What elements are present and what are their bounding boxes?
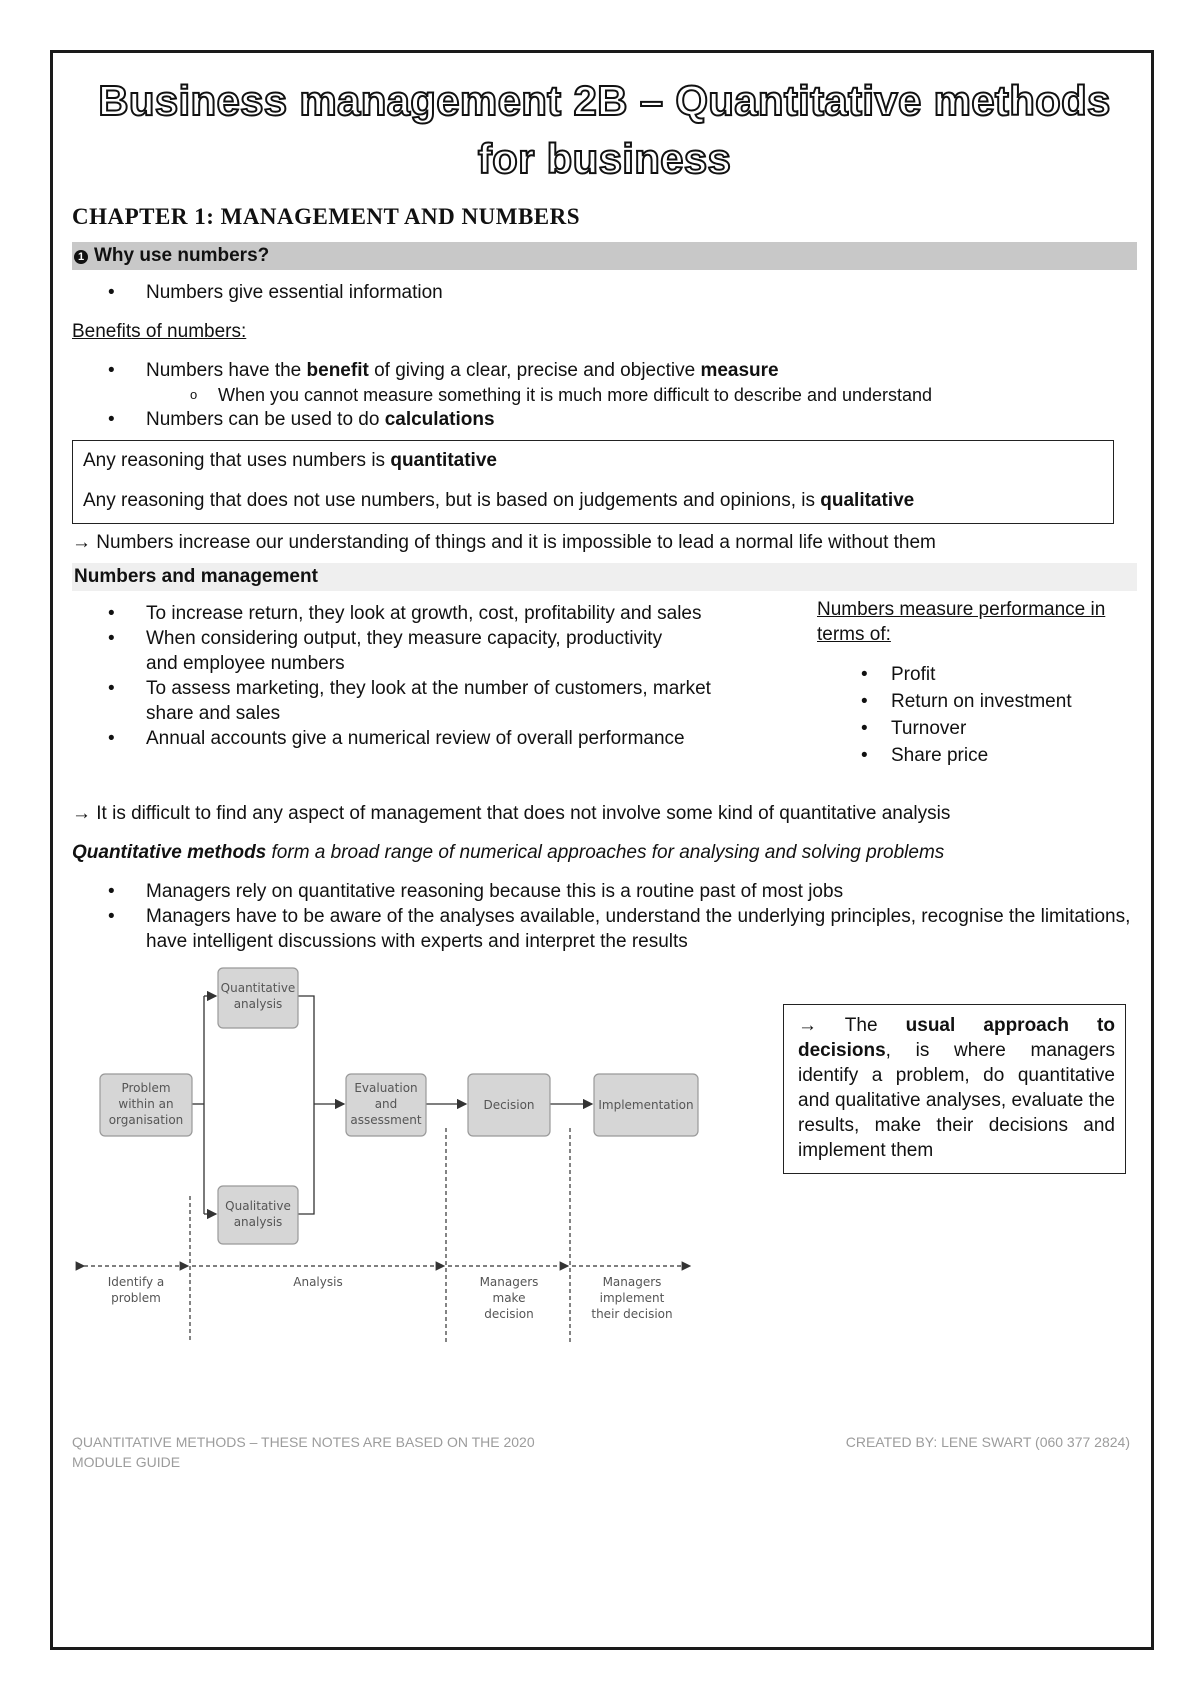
list-item: • Profit (817, 661, 1137, 688)
node-implementation (594, 1074, 698, 1136)
list-item: • When considering output, they measure capacity, productivity and employee numbers (72, 626, 686, 676)
svg-text:Identify a: Identify a (107, 1275, 165, 1289)
svg-text:within an: within an (118, 1097, 174, 1111)
svg-text:their decision: their decision (591, 1307, 673, 1321)
svg-text:Quantitative: Quantitative (220, 981, 296, 995)
performance-heading: Numbers measure performance in terms of: (817, 599, 1106, 645)
svg-text:Decision: Decision (483, 1098, 535, 1112)
svg-text:Qualitative: Qualitative (225, 1199, 291, 1213)
connector-line (298, 996, 314, 1214)
intro-list (72, 280, 1137, 305)
node-evaluation (346, 1074, 426, 1136)
performance-column (817, 597, 1137, 769)
number-badge-icon: 1 (74, 250, 88, 264)
footer-source-note: QUANTITATIVE METHODS – THESE NOTES ARE BASED ON THE 2020 MODULE GUIDE (72, 1434, 535, 1470)
list-item: • Return on investment (817, 688, 1137, 715)
svg-text:analysis: analysis (233, 1215, 283, 1229)
list-item: • Managers rely on quantitative reasoning because this is a routine past of most jobs (72, 879, 1137, 904)
list-item: • To assess marketing, they look at the number of customers, market share and sales (72, 676, 746, 726)
svg-text:Problem: Problem (121, 1081, 171, 1095)
management-uses-column (72, 601, 792, 751)
node-decision (468, 1074, 550, 1136)
sub-list-item: o When you cannot measure something it is much more difficult to describe and understand (72, 383, 1137, 407)
svg-text:make: make (492, 1291, 526, 1305)
svg-text:Managers: Managers (602, 1275, 662, 1289)
list-item: • Numbers have the benefit of giving a clear, precise and objective measure (72, 358, 1137, 383)
chapter-heading: CHAPTER 1: MANAGEMENT AND NUMBERS (72, 204, 581, 229)
svg-text:Implementation: Implementation (598, 1098, 694, 1112)
phase-analysis (293, 1275, 342, 1289)
benefits-list (72, 358, 1137, 383)
managers-list (72, 879, 1137, 954)
list-item: • Turnover (817, 715, 1137, 742)
document-title: Business management 2B – Quantitative methods for business (98, 77, 1111, 182)
node-qualitative-analysis (218, 1186, 298, 1244)
svg-text:Evaluation: Evaluation (354, 1081, 418, 1095)
svg-text:problem: problem (111, 1291, 161, 1305)
benefits-list-continued (72, 407, 1137, 432)
section-numbers-and-management (72, 563, 1137, 591)
list-item: • Annual accounts give a numerical review of overall performance (72, 726, 792, 751)
list-item: • Numbers can be used to do calculations (72, 407, 1137, 432)
phase-implement (591, 1275, 672, 1321)
section-why-use-numbers (72, 242, 1137, 270)
definition-qualitative: Any reasoning that does not use numbers, but is based on judgements and opinions, is qualitative (83, 490, 915, 511)
svg-text:and: and (374, 1097, 398, 1111)
management-columns (72, 601, 1137, 801)
svg-text:decision: decision (484, 1307, 534, 1321)
management-conclusion: → It is difficult to find any aspect of management that does not involve some kind of quantitative analysis (72, 803, 951, 824)
section-heading: Numbers and management (74, 566, 318, 587)
list-item: • Managers have to be aware of the analyses available, understand the underlying principles, recognise the limitations, have intelligent discussions with experts and interpret the results (72, 904, 1137, 954)
svg-text:Analysis: Analysis (293, 1275, 343, 1289)
benefits-heading: Benefits of numbers: (72, 321, 247, 342)
performance-list (817, 661, 1137, 769)
svg-text:assessment: assessment (350, 1113, 422, 1127)
svg-text:Managers: Managers (479, 1275, 539, 1289)
list-item: • Share price (817, 742, 1137, 769)
list-item: • Numbers give essential information (72, 280, 1137, 305)
numbers-conclusion: → Numbers increase our understanding of things and it is impossible to lead a normal life without them (72, 532, 936, 553)
node-quantitative-analysis (218, 968, 298, 1028)
phase-identify (108, 1275, 164, 1305)
svg-text:analysis: analysis (233, 997, 283, 1011)
management-uses-list (72, 601, 792, 751)
svg-text:organisation: organisation (108, 1113, 184, 1127)
decision-process-diagram (72, 964, 772, 1374)
document-body (72, 72, 1137, 1374)
definition-quantitative: Any reasoning that uses numbers is quantitative (83, 450, 497, 471)
phase-make-decision (480, 1275, 539, 1321)
svg-text:implement: implement (599, 1291, 665, 1305)
benefits-sub-list (72, 383, 1137, 407)
quantitative-methods-definition: Quantitative methods form a broad range of numerical approaches for analysing and solving problems (72, 842, 945, 863)
decision-process-area (72, 964, 1137, 1374)
list-item: • To increase return, they look at growth, cost, profitability and sales (72, 601, 716, 626)
arrow-icon: → (798, 1015, 817, 1036)
usual-approach-callout: → The usual approach to decisions, is where managers identify a problem, do quantitative and qualitative analyses, evaluate the results, make their decisions and implement them (783, 1004, 1126, 1174)
node-problem (100, 1074, 192, 1136)
section-heading: Why use numbers? (94, 245, 270, 266)
definition-box (72, 440, 1114, 524)
footer-author: CREATED BY: LENE SWART (060 377 2824) (845, 1434, 1130, 1450)
